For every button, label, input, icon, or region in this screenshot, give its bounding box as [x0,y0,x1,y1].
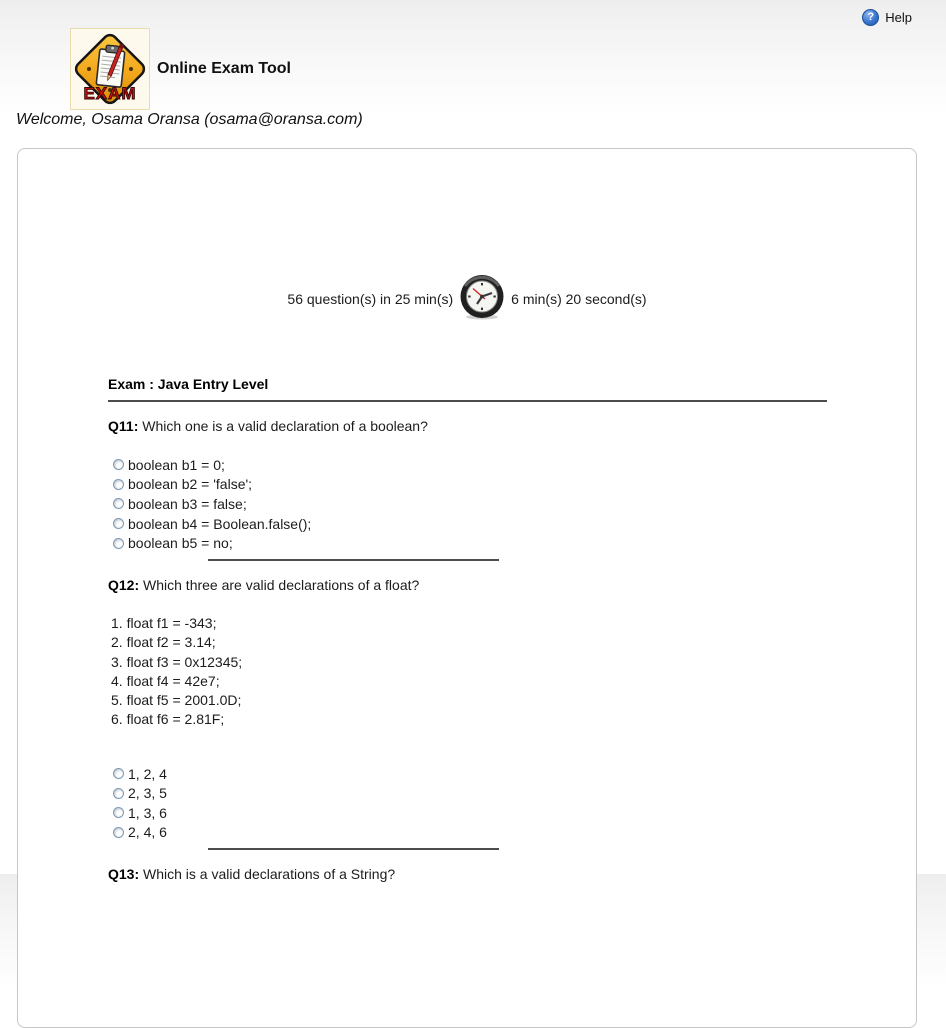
answer-option [113,494,886,514]
help-icon[interactable]: ? [862,9,879,26]
code-list [111,614,886,730]
code-line: 4. float f4 = 42e7; [111,672,220,689]
question-block-q13 [108,864,886,884]
timer-remaining-text: 6 min(s) 20 second(s) [511,290,647,307]
answer-option [113,475,886,495]
option-label: 1, 3, 6 [128,804,167,821]
option-label: boolean b5 = no; [128,535,233,552]
radio-button[interactable] [113,827,124,838]
page-header [0,0,946,148]
radio-button[interactable] [113,807,124,818]
answer-option [113,783,886,803]
option-label: boolean b3 = false; [128,495,247,512]
answer-option [113,823,886,843]
answer-option [113,803,886,823]
code-line: 3. float f3 = 0x12345; [111,653,243,670]
exam-title-rule [108,400,827,402]
exam-panel [17,148,917,1028]
question-number: Q11: [108,418,139,434]
question-text: Which three are valid declarations of a float? [143,576,420,593]
options-list [113,455,886,553]
exam-logo-text: EXAM [83,84,137,103]
welcome-message: Welcome, Osama Oransa (osama@oransa.com) [16,111,363,128]
option-label: 1, 2, 4 [128,765,167,782]
question-text: Which is a valid declarations of a String? [143,866,396,883]
option-label: 2, 3, 5 [128,785,167,802]
exam-section [108,376,886,884]
question-number: Q13: [108,866,140,883]
answer-option [113,514,886,534]
exam-title: Exam : Java Entry Level [108,376,269,392]
radio-button[interactable] [113,538,124,549]
question-text: Which one is a valid declaration of a boolean? [142,418,428,434]
radio-button[interactable] [113,479,124,490]
option-label: boolean b2 = 'false'; [128,476,253,493]
page-title: Online Exam Tool [157,60,291,77]
answer-option [113,455,886,475]
radio-button[interactable] [113,788,124,799]
radio-button[interactable] [113,498,124,509]
help-label[interactable]: Help [885,10,912,25]
code-line: 5. float f5 = 2001.0D; [111,692,242,709]
timer-row [18,273,916,324]
radio-button[interactable] [113,459,124,470]
question-block-q12 [108,575,886,850]
clock-icon [458,273,506,324]
code-line: 1. float f1 = -343; [111,614,217,631]
code-line: 6. float f6 = 2.81F; [111,711,225,728]
question-block-q11 [108,416,886,561]
radio-button[interactable] [113,768,124,779]
code-line: 2. float f2 = 3.14; [111,634,216,651]
answer-option [113,764,886,784]
radio-button[interactable] [113,518,124,529]
options-list [113,764,886,842]
option-label: boolean b4 = Boolean.false(); [128,515,312,532]
exam-logo-icon [70,28,150,115]
answer-option [113,533,886,553]
help-button[interactable] [862,9,912,26]
question-divider [208,559,499,561]
timer-questions-text: 56 question(s) in 25 min(s) [287,290,454,307]
option-label: 2, 4, 6 [128,824,167,841]
question-number: Q12: [108,576,140,593]
option-label: boolean b1 = 0; [128,456,225,473]
question-divider [208,848,499,850]
